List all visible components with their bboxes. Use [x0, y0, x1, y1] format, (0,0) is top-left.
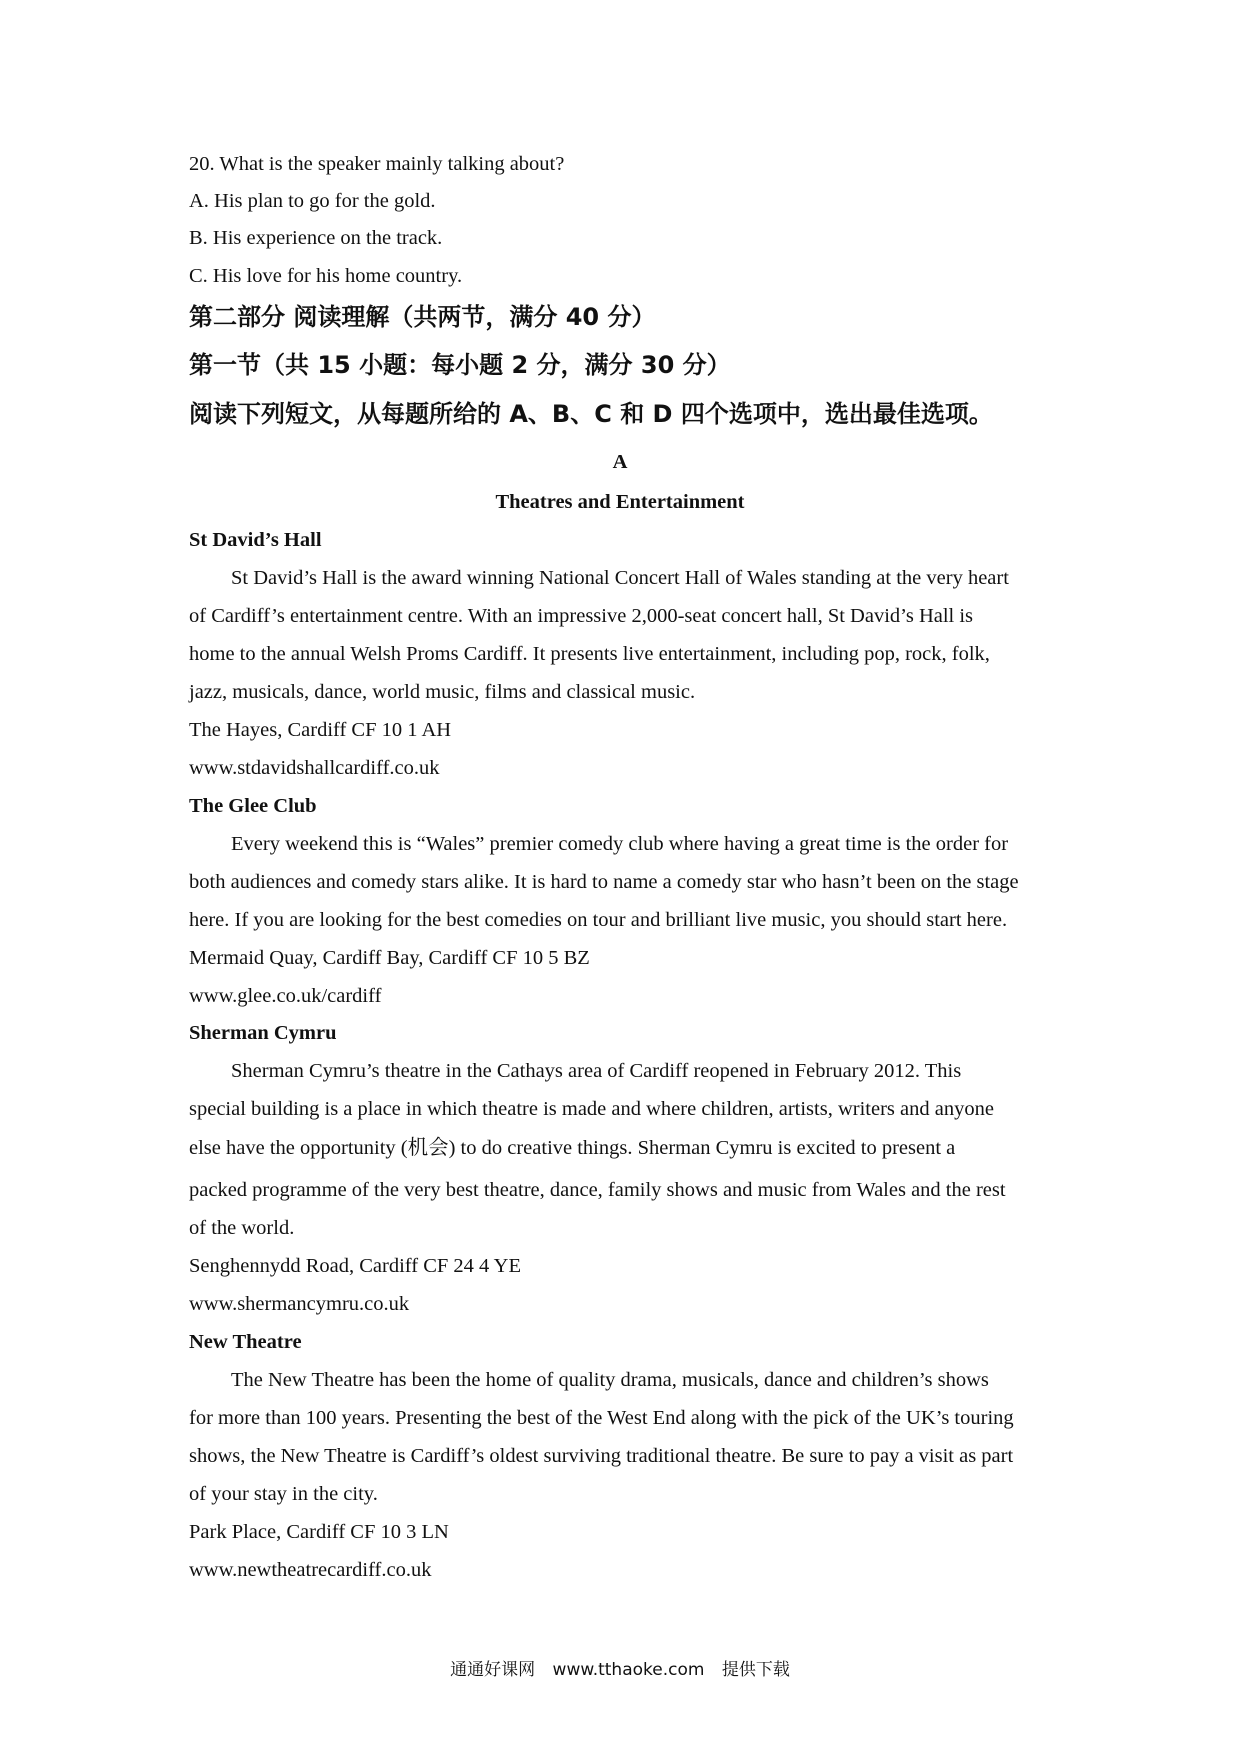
venue-text-line: here. If you are looking for the best comedies on tour and brilliant live music, you should start here. [189, 909, 1008, 931]
venue-text-line: else have the opportunity (机会) to do creative things. Sherman Cymru is excited to present a [189, 1137, 956, 1159]
venue-text-line: St David’s Hall is the award winning National Concert Hall of Wales standing at the very heart [231, 567, 1009, 589]
venue-text-line: special building is a place in which theatre is made and where children, artists, writers and anyone [189, 1098, 994, 1120]
page-footer [0, 1655, 1240, 1680]
question-20: 20. What is the speaker mainly talking about? [189, 153, 565, 175]
venue-text-line: jazz, musicals, dance, world music, films and classical music. [189, 681, 696, 703]
venue-text-line: Every weekend this is “Wales” premier comedy club where having a great time is the order for [231, 833, 1009, 855]
venue-text-line: packed programme of the very best theatre, dance, family shows and music from Wales and the rest [189, 1179, 1006, 1201]
venue-text-line: shows, the New Theatre is Cardiff’s oldest surviving traditional theatre. Be sure to pay a visit as part [189, 1445, 1014, 1467]
venue-address: Senghennydd Road, Cardiff CF 24 4 YE [189, 1255, 521, 1277]
venue-name: The Glee Club [189, 795, 317, 817]
venue-address: Park Place, Cardiff CF 10 3 LN [189, 1521, 449, 1543]
venue-website: www.stdavidshallcardiff.co.uk [189, 757, 440, 779]
venue-website: www.shermancymru.co.uk [189, 1293, 410, 1315]
part-title: 第二部分 阅读理解（共两节，满分 40 分） [189, 303, 656, 331]
subsection-title: 第一节（共 15 小题：每小题 2 分，满分 30 分） [189, 351, 731, 379]
footer-url[interactable]: www.tthaoke.com [552, 1660, 705, 1680]
option-c: C. His love for his home country. [189, 265, 463, 287]
footer-brand: 通通好课网 [450, 1660, 536, 1680]
venue-text-line: for more than 100 years. Presenting the best of the West End along with the pick of the UK’s touring [189, 1407, 1014, 1429]
passage-title: Theatres and Entertainment [495, 491, 745, 513]
venue-text-line: home to the annual Welsh Proms Cardiff. It presents live entertainment, including pop, rock, folk, [189, 643, 990, 665]
footer-note: 提供下载 [721, 1660, 790, 1680]
venue-website: www.glee.co.uk/cardiff [189, 985, 382, 1007]
venue-text-line: of Cardiff’s entertainment centre. With an impressive 2,000-seat concert hall, St David’s Hall is [189, 605, 974, 627]
venue-name: St David’s Hall [189, 529, 322, 551]
venue-text-line: of your stay in the city. [189, 1483, 378, 1505]
option-a: A. His plan to go for the gold. [189, 190, 436, 212]
venue-text-line: of the world. [189, 1217, 295, 1239]
venue-name: Sherman Cymru [189, 1022, 337, 1044]
option-b: B. His experience on the track. [189, 227, 443, 249]
passage-letter: A [612, 451, 628, 473]
venue-text-line: Sherman Cymru’s theatre in the Cathays area of Cardiff reopened in February 2012. This [231, 1060, 962, 1082]
venue-text-line: The New Theatre has been the home of quality drama, musicals, dance and children’s shows [231, 1369, 989, 1391]
instruction: 阅读下列短文，从每题所给的 A、B、C 和 D 四个选项中，选出最佳选项。 [189, 400, 993, 428]
venue-text-line: both audiences and comedy stars alike. It is hard to name a comedy star who hasn’t been on the stage [189, 871, 1019, 893]
venue-address: Mermaid Quay, Cardiff Bay, Cardiff CF 10 5 BZ [189, 947, 590, 969]
venue-website: www.newtheatrecardiff.co.uk [189, 1559, 432, 1581]
venue-name: New Theatre [189, 1331, 302, 1353]
venue-address: The Hayes, Cardiff CF 10 1 AH [189, 719, 452, 741]
